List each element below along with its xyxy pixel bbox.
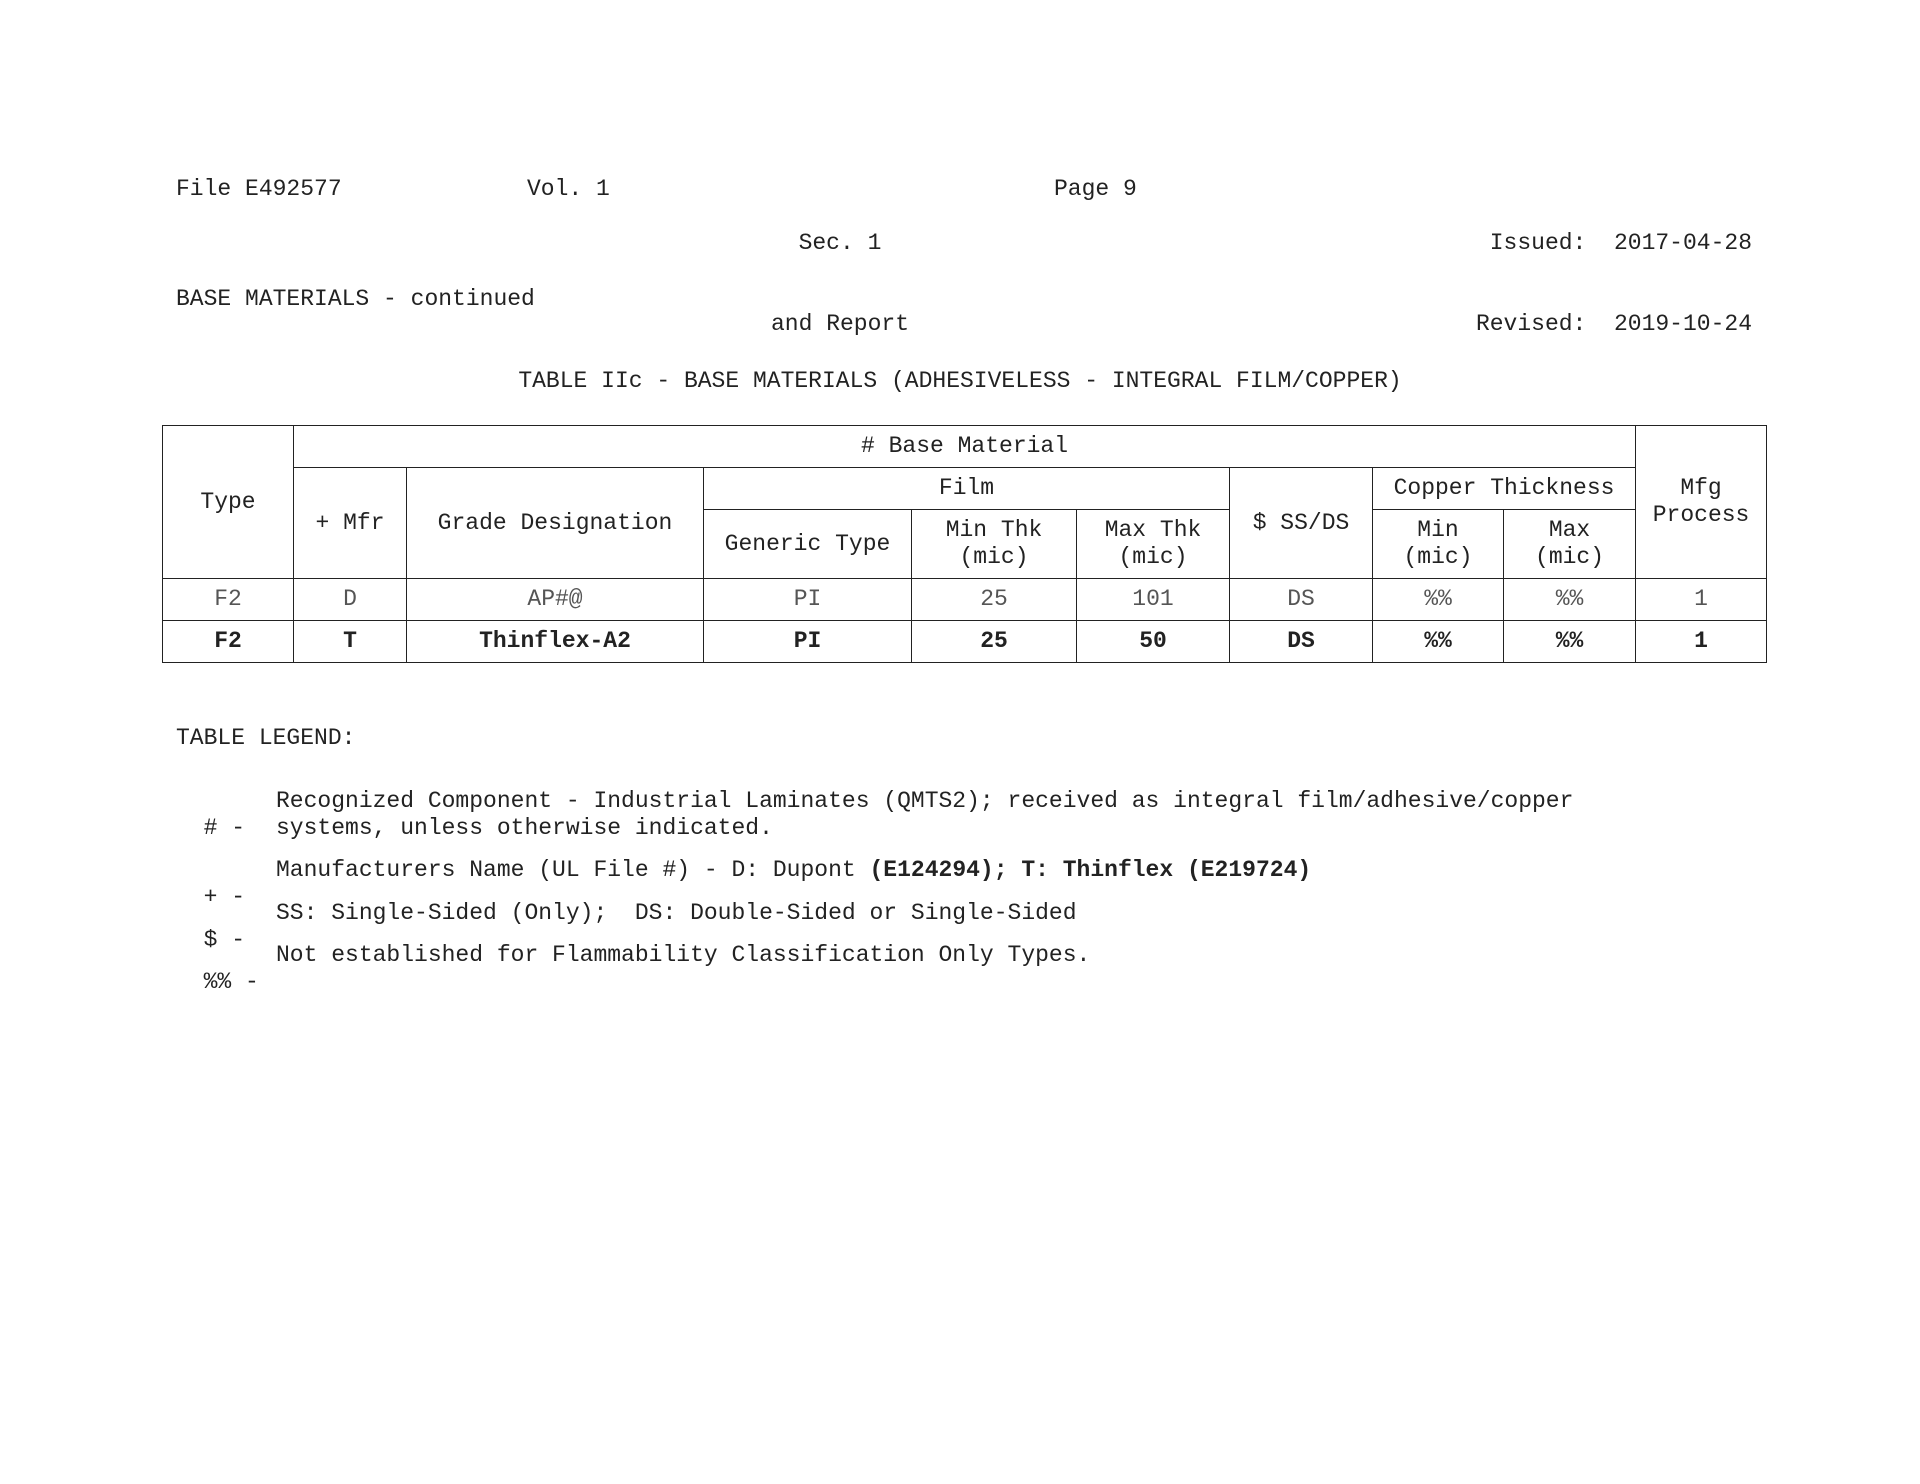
cell-grade: AP#@ [407,579,704,621]
table-row [163,621,1767,663]
legend-text-line-2: systems, unless otherwise indicated. [276,815,773,841]
legend-symbol: $ - [203,927,246,953]
legend-text-normal: Manufacturers Name (UL File #) - D: Dupont [276,857,870,883]
legend-symbol: %% - [203,969,259,995]
cell-mfr: D [294,579,407,621]
cell-mfg-process: 1 [1636,579,1767,621]
revised-row [1476,311,1752,338]
issue-dates [1476,176,1752,365]
header-grade: Grade Designation [407,468,704,579]
issued-date: 2017-04-28 [1613,230,1752,256]
cell-ss-ds: DS [1230,621,1373,663]
legend-symbol: + - [203,884,246,910]
header-ss-ds: $ SS/DS [1230,468,1373,579]
header-max-thk-line-2: (mic) [1118,544,1188,570]
cell-mfg-process: 1 [1636,621,1767,663]
cell-copper-max: %% [1504,621,1636,663]
legend-text: SS: Single-Sided (Only); DS: Double-Sided or Single-Sided [276,900,1077,926]
header-mfr: + Mfr [294,468,407,579]
cell-min-thk: 25 [912,579,1077,621]
revised-date: 2019-10-24 [1613,311,1752,337]
header-copper-max-line-2: (mic) [1535,544,1605,570]
cell-copper-min: %% [1373,579,1504,621]
cell-max-thk: 50 [1077,621,1230,663]
cell-copper-min: %% [1373,621,1504,663]
header-base-material: # Base Material [294,426,1636,468]
page-number: Page 9 [1054,176,1137,202]
header-copper-max-line-1: Max [1548,517,1591,543]
volume-number: Vol. 1 [527,176,610,202]
legend-text [276,788,1573,842]
header-copper-thickness: Copper Thickness [1373,468,1636,510]
cell-generic-type: PI [704,621,912,663]
cell-ss-ds: DS [1230,579,1373,621]
cell-copper-max: %% [1504,579,1636,621]
header-film: Film [704,468,1230,510]
cell-max-thk: 101 [1077,579,1230,621]
section-title: BASE MATERIALS - continued [176,286,535,312]
revised-label: Revised: [1475,311,1587,337]
header-copper-max [1504,510,1636,579]
header-min-thk-line-2: (mic) [959,544,1029,570]
header-min-thk-line-1: Min Thk [945,517,1043,543]
section-line-2: and Report [770,311,910,337]
legend-title: TABLE LEGEND: [176,725,356,751]
legend-item-percent [176,942,1091,1023]
base-materials-table [162,425,1767,663]
issued-label: Issued: [1489,230,1587,256]
legend-text: Not established for Flammability Classification Only Types. [276,942,1091,968]
header-generic-type: Generic Type [704,510,912,579]
cell-type: F2 [163,579,294,621]
header-mfg-line-2: Process [1652,502,1750,528]
cell-mfr: T [294,621,407,663]
section-number [760,176,920,365]
header-max-thk [1077,510,1230,579]
legend-text [276,857,1311,884]
legend-text-line-1: Recognized Component - Industrial Laminates (QMTS2); received as integral film/adhesive/copper [276,788,1574,814]
table-caption: TABLE IIc - BASE MATERIALS (ADHESIVELESS - INTEGRAL FILM/COPPER) [518,368,1402,394]
section-line-1: Sec. 1 [798,230,882,256]
header-copper-min [1373,510,1504,579]
cell-type: F2 [163,621,294,663]
cell-grade: Thinflex-A2 [407,621,704,663]
file-number: File E492577 [176,176,342,202]
header-mfg-line-1: Mfg [1680,475,1722,501]
header-copper-min-line-2: (mic) [1403,544,1473,570]
header-mfg-process [1636,426,1767,579]
cell-generic-type: PI [704,579,912,621]
legend-symbol: # - [203,815,246,841]
header-type: Type [163,426,294,579]
cell-min-thk: 25 [912,621,1077,663]
header-max-thk-line-1: Max Thk [1104,517,1202,543]
header-min-thk [912,510,1077,579]
legend-text-bold: (E124294); T: Thinflex (E219724) [869,857,1312,883]
header-copper-min-line-1: Min [1417,517,1459,543]
table-row [163,579,1767,621]
issued-row [1476,230,1752,257]
